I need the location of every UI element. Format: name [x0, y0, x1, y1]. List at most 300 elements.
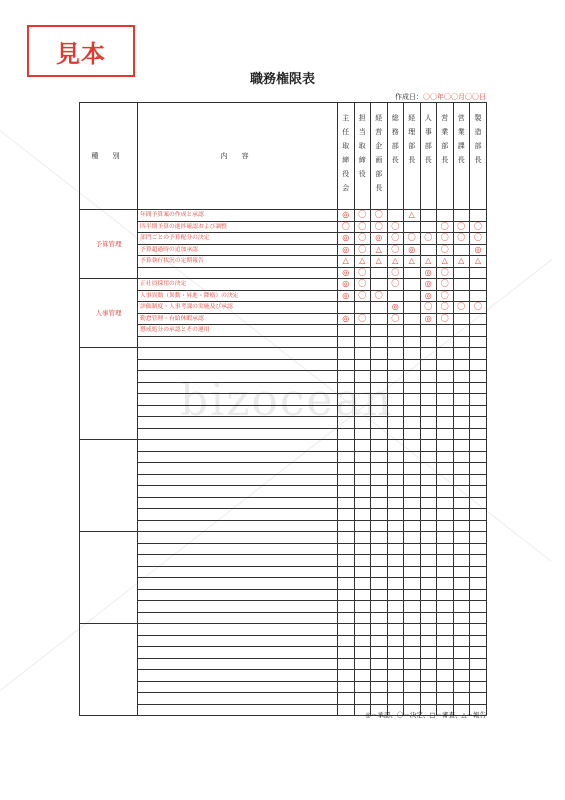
authority-mark-cell: 〇	[354, 221, 371, 233]
authority-mark-cell	[354, 601, 371, 613]
content-cell	[138, 267, 338, 279]
authority-mark-cell: 〇	[354, 290, 371, 302]
authority-mark-cell	[338, 497, 355, 509]
authority-mark-cell	[437, 578, 454, 590]
authority-mark-cell: 〇	[453, 302, 470, 314]
authority-mark-cell	[371, 589, 388, 601]
authority-mark-cell	[404, 566, 421, 578]
authority-mark-cell	[387, 589, 404, 601]
authority-mark-cell	[404, 658, 421, 670]
authority-mark-cell	[354, 532, 371, 544]
authority-mark-cell	[437, 474, 454, 486]
authority-mark-cell: ◎	[338, 313, 355, 325]
table-row	[80, 624, 487, 636]
authority-mark-cell	[338, 566, 355, 578]
authority-mark-cell	[453, 313, 470, 325]
watermark: bizocean	[180, 375, 394, 426]
authority-mark-cell	[437, 532, 454, 544]
authority-mark-cell	[420, 486, 437, 498]
authority-mark-cell	[354, 371, 371, 383]
authority-mark-cell	[453, 520, 470, 532]
document-title: 職務権限表	[249, 72, 315, 87]
authority-mark-cell	[387, 359, 404, 371]
authority-mark-cell	[387, 543, 404, 555]
authority-mark-cell	[470, 658, 487, 670]
authority-mark-cell	[470, 693, 487, 705]
authority-mark-cell: ◎	[338, 290, 355, 302]
authority-mark-cell	[437, 348, 454, 360]
authority-mark-cell	[354, 543, 371, 555]
table-row	[80, 612, 487, 624]
authority-mark-cell	[387, 486, 404, 498]
authority-mark-cell	[338, 359, 355, 371]
authority-mark-cell: 〇	[371, 221, 388, 233]
authority-mark-cell	[437, 371, 454, 383]
authority-mark-cell	[453, 348, 470, 360]
authority-mark-cell	[404, 428, 421, 440]
authority-mark-cell	[338, 589, 355, 601]
authority-mark-cell	[470, 428, 487, 440]
authority-mark-cell	[437, 509, 454, 521]
authority-mark-cell	[338, 543, 355, 555]
authority-mark-cell	[437, 566, 454, 578]
authority-mark-cell	[387, 463, 404, 475]
authority-mark-cell	[453, 244, 470, 256]
authority-mark-cell	[453, 532, 470, 544]
authority-mark-cell	[437, 601, 454, 613]
authority-mark-cell	[453, 474, 470, 486]
content-cell	[138, 704, 338, 716]
authority-mark-cell	[387, 394, 404, 406]
column-header	[470, 103, 487, 210]
table-row	[80, 394, 487, 406]
authority-mark-cell	[453, 647, 470, 659]
content-cell	[138, 497, 338, 509]
authority-mark-cell	[453, 440, 470, 452]
authority-mark-cell	[387, 578, 404, 590]
authority-mark-cell	[354, 382, 371, 394]
authority-mark-cell: △	[404, 256, 421, 268]
authority-mark-cell	[354, 612, 371, 624]
table-row	[80, 555, 487, 567]
authority-mark-cell	[453, 681, 470, 693]
authority-mark-cell	[420, 670, 437, 682]
content-cell	[138, 612, 338, 624]
authority-mark-cell	[420, 532, 437, 544]
authority-mark-cell	[470, 474, 487, 486]
authority-mark-cell	[354, 693, 371, 705]
table-row	[80, 313, 487, 325]
authority-mark-cell	[387, 325, 404, 337]
authority-mark-cell: 〇	[387, 221, 404, 233]
column-header	[371, 103, 388, 210]
authority-mark-cell	[453, 624, 470, 636]
table-row	[80, 244, 487, 256]
authority-mark-cell	[437, 647, 454, 659]
authority-mark-cell	[338, 474, 355, 486]
content-cell	[138, 451, 338, 463]
table-row	[80, 348, 487, 360]
authority-mark-cell	[420, 566, 437, 578]
authority-mark-cell	[420, 359, 437, 371]
authority-mark-cell	[470, 279, 487, 291]
column-header	[437, 103, 454, 210]
authority-mark-cell	[453, 394, 470, 406]
category-header: 種 別	[80, 103, 138, 210]
authority-mark-cell	[371, 543, 388, 555]
authority-mark-cell	[420, 497, 437, 509]
authority-mark-cell	[354, 359, 371, 371]
authority-mark-cell	[470, 325, 487, 337]
authority-mark-cell: 〇	[387, 267, 404, 279]
authority-mark-cell	[387, 612, 404, 624]
authority-mark-cell	[437, 405, 454, 417]
authority-mark-cell: △	[437, 256, 454, 268]
authority-mark-cell	[371, 440, 388, 452]
column-header	[420, 103, 437, 210]
authority-mark-cell	[354, 497, 371, 509]
authority-mark-cell	[420, 394, 437, 406]
authority-mark-cell: 〇	[437, 267, 454, 279]
authority-mark-cell	[420, 624, 437, 636]
authority-mark-cell	[420, 417, 437, 429]
content-cell	[138, 359, 338, 371]
authority-mark-cell	[453, 463, 470, 475]
authority-mark-cell	[354, 428, 371, 440]
authority-mark-cell	[354, 555, 371, 567]
authority-mark-cell	[453, 497, 470, 509]
authority-mark-cell	[371, 279, 388, 291]
authority-mark-cell	[437, 555, 454, 567]
table-row	[80, 405, 487, 417]
table-row	[80, 486, 487, 498]
table-row	[80, 635, 487, 647]
authority-mark-cell	[404, 612, 421, 624]
content-cell	[138, 635, 338, 647]
table-row	[80, 382, 487, 394]
table-row	[80, 532, 487, 544]
authority-mark-cell: ◎	[420, 279, 437, 291]
authority-mark-cell: 〇	[354, 279, 371, 291]
table-row	[80, 509, 487, 521]
authority-mark-cell	[470, 394, 487, 406]
authority-mark-cell	[338, 451, 355, 463]
authority-mark-cell: 〇	[437, 290, 454, 302]
authority-mark-cell	[387, 348, 404, 360]
authority-mark-cell	[404, 578, 421, 590]
authority-mark-cell	[404, 555, 421, 567]
authority-mark-cell	[437, 382, 454, 394]
authority-mark-cell	[387, 440, 404, 452]
authority-mark-cell	[387, 566, 404, 578]
authority-mark-cell	[371, 647, 388, 659]
table-row	[80, 520, 487, 532]
authority-mark-cell	[470, 624, 487, 636]
authority-mark-cell	[404, 497, 421, 509]
sample-stamp: 見本	[27, 25, 135, 77]
authority-mark-cell: 〇	[354, 267, 371, 279]
authority-mark-cell	[470, 566, 487, 578]
authority-mark-cell	[371, 451, 388, 463]
content-cell	[138, 417, 338, 429]
column-header-label: 総 務 部 長	[391, 114, 399, 164]
authority-mark-cell	[371, 612, 388, 624]
authority-mark-cell	[338, 647, 355, 659]
table-row	[80, 578, 487, 590]
authority-mark-cell	[387, 670, 404, 682]
authority-mark-cell	[404, 463, 421, 475]
authority-mark-cell	[470, 359, 487, 371]
authority-mark-cell	[371, 693, 388, 705]
authority-mark-cell	[387, 681, 404, 693]
authority-mark-cell	[354, 474, 371, 486]
authority-mark-cell	[371, 336, 388, 348]
authority-mark-cell	[354, 348, 371, 360]
authority-mark-cell	[404, 290, 421, 302]
authority-mark-cell	[338, 348, 355, 360]
authority-mark-cell	[470, 555, 487, 567]
table-row	[80, 371, 487, 383]
table-row	[80, 256, 487, 268]
table-row	[80, 267, 487, 279]
content-cell: 勤怠管理・有給休暇承認	[138, 313, 338, 325]
column-header-label: 製 造 部 長	[474, 114, 482, 164]
authority-mark-cell: 〇	[437, 302, 454, 314]
authority-mark-cell	[420, 463, 437, 475]
authority-mark-cell	[354, 302, 371, 314]
authority-mark-cell	[371, 382, 388, 394]
legend: ◎＝承認、〇＝決定、□＝審査、△＝報告	[365, 711, 486, 719]
content-cell: 正社員採用の決定	[138, 279, 338, 291]
table-row	[80, 451, 487, 463]
authority-mark-cell: △	[371, 256, 388, 268]
authority-mark-cell: 〇	[387, 313, 404, 325]
authority-mark-cell: 〇	[354, 233, 371, 245]
authority-mark-cell	[371, 509, 388, 521]
authority-mark-cell	[470, 635, 487, 647]
authority-mark-cell	[338, 612, 355, 624]
authority-mark-cell	[437, 658, 454, 670]
authority-mark-cell	[371, 520, 388, 532]
authority-mark-cell	[338, 578, 355, 590]
authority-mark-cell	[338, 704, 355, 716]
content-cell	[138, 509, 338, 521]
authority-mark-cell	[437, 693, 454, 705]
content-cell	[138, 428, 338, 440]
authority-mark-cell	[338, 302, 355, 314]
column-header	[338, 103, 355, 210]
table-row	[80, 670, 487, 682]
authority-mark-cell	[338, 405, 355, 417]
content-cell	[138, 405, 338, 417]
authority-mark-cell	[437, 451, 454, 463]
table-row	[80, 440, 487, 452]
table-row	[80, 589, 487, 601]
category-cell	[80, 624, 138, 716]
content-cell: 予算超過時の追加承認	[138, 244, 338, 256]
authority-mark-cell	[387, 555, 404, 567]
content-cell	[138, 589, 338, 601]
content-cell	[138, 658, 338, 670]
authority-mark-cell	[437, 486, 454, 498]
authority-mark-cell	[387, 417, 404, 429]
authority-mark-cell	[420, 589, 437, 601]
authority-mark-cell	[437, 325, 454, 337]
content-cell	[138, 382, 338, 394]
authority-mark-cell	[470, 451, 487, 463]
authority-mark-cell	[437, 681, 454, 693]
authority-mark-cell: ◎	[420, 267, 437, 279]
authority-mark-cell: ◎	[371, 233, 388, 245]
authority-mark-cell	[371, 474, 388, 486]
authority-mark-cell	[387, 693, 404, 705]
authority-mark-cell	[404, 302, 421, 314]
table-row	[80, 693, 487, 705]
authority-mark-cell	[470, 497, 487, 509]
column-header-label: 主 任 取 締 役 会	[342, 114, 350, 192]
authority-mark-cell	[420, 612, 437, 624]
authority-mark-cell	[420, 210, 437, 222]
authority-mark-cell	[387, 601, 404, 613]
authority-mark-cell: ◎	[338, 267, 355, 279]
authority-mark-cell	[437, 635, 454, 647]
authority-mark-cell	[371, 348, 388, 360]
authority-mark-cell	[338, 532, 355, 544]
table-row	[80, 566, 487, 578]
table-row	[80, 417, 487, 429]
authority-mark-cell	[371, 405, 388, 417]
authority-mark-cell	[420, 336, 437, 348]
authority-mark-cell	[371, 578, 388, 590]
authority-mark-cell: △	[470, 256, 487, 268]
authority-mark-cell	[338, 440, 355, 452]
authority-mark-cell	[338, 693, 355, 705]
authority-mark-cell	[437, 210, 454, 222]
authority-mark-cell	[470, 670, 487, 682]
authority-table	[79, 102, 487, 716]
authority-mark-cell	[453, 290, 470, 302]
authority-mark-cell	[371, 532, 388, 544]
authority-mark-cell	[470, 589, 487, 601]
authority-mark-cell: 〇	[387, 279, 404, 291]
authority-mark-cell	[387, 509, 404, 521]
authority-mark-cell	[420, 348, 437, 360]
authority-mark-cell	[371, 371, 388, 383]
authority-mark-cell	[404, 474, 421, 486]
authority-mark-cell	[404, 543, 421, 555]
authority-mark-cell	[371, 463, 388, 475]
authority-mark-cell	[404, 451, 421, 463]
authority-mark-cell	[338, 486, 355, 498]
authority-mark-cell	[354, 394, 371, 406]
authority-mark-cell	[420, 681, 437, 693]
content-cell: 人事異動（異動・昇進・降格）の決定	[138, 290, 338, 302]
content-cell: 予算執行状況の定期報告	[138, 256, 338, 268]
authority-mark-cell	[404, 359, 421, 371]
date-label: 作成日：	[395, 93, 423, 101]
authority-mark-cell	[420, 647, 437, 659]
authority-mark-cell: 〇	[437, 244, 454, 256]
authority-mark-cell	[437, 417, 454, 429]
authority-mark-cell	[470, 405, 487, 417]
authority-mark-cell	[387, 497, 404, 509]
authority-mark-cell	[470, 313, 487, 325]
authority-mark-cell	[371, 302, 388, 314]
authority-mark-cell	[338, 681, 355, 693]
authority-mark-cell: △	[404, 210, 421, 222]
authority-mark-cell	[420, 428, 437, 440]
content-cell	[138, 647, 338, 659]
authority-mark-cell: ◎	[338, 210, 355, 222]
authority-mark-cell	[404, 520, 421, 532]
authority-mark-cell	[371, 359, 388, 371]
authority-mark-cell	[453, 635, 470, 647]
authority-mark-cell	[404, 382, 421, 394]
table-row	[80, 290, 487, 302]
authority-mark-cell	[387, 371, 404, 383]
column-header	[387, 103, 404, 210]
content-cell	[138, 543, 338, 555]
authority-mark-cell	[338, 428, 355, 440]
authority-mark-cell	[437, 589, 454, 601]
authority-mark-cell	[371, 670, 388, 682]
authority-mark-cell	[470, 463, 487, 475]
authority-mark-cell	[453, 658, 470, 670]
authority-mark-cell: 〇	[354, 244, 371, 256]
authority-mark-cell: 〇	[453, 221, 470, 233]
authority-mark-cell: 〇	[354, 210, 371, 222]
authority-mark-cell	[404, 532, 421, 544]
column-header	[354, 103, 371, 210]
authority-mark-cell	[387, 635, 404, 647]
authority-mark-cell	[420, 693, 437, 705]
authority-mark-cell	[387, 336, 404, 348]
content-cell: 四半期予算の進捗確認および調整	[138, 221, 338, 233]
authority-mark-cell	[437, 670, 454, 682]
table-row	[80, 336, 487, 348]
table-row	[80, 463, 487, 475]
authority-mark-cell	[437, 336, 454, 348]
authority-mark-cell	[437, 612, 454, 624]
authority-mark-cell	[470, 336, 487, 348]
authority-mark-cell	[404, 313, 421, 325]
authority-mark-cell	[437, 520, 454, 532]
authority-mark-cell	[404, 486, 421, 498]
category-cell	[80, 532, 138, 624]
authority-mark-cell	[453, 359, 470, 371]
content-cell	[138, 578, 338, 590]
authority-mark-cell	[371, 566, 388, 578]
authority-mark-cell	[371, 486, 388, 498]
authority-mark-cell	[404, 394, 421, 406]
content-cell: 部門ごとの予算配分の決定	[138, 233, 338, 245]
authority-mark-cell	[387, 451, 404, 463]
content-cell	[138, 486, 338, 498]
authority-mark-cell	[371, 624, 388, 636]
authority-mark-cell	[404, 635, 421, 647]
authority-mark-cell	[470, 681, 487, 693]
authority-mark-cell: 〇	[371, 210, 388, 222]
authority-mark-cell	[404, 440, 421, 452]
authority-mark-cell	[437, 394, 454, 406]
authority-mark-cell	[470, 578, 487, 590]
authority-mark-cell	[437, 440, 454, 452]
authority-mark-cell	[354, 486, 371, 498]
authority-mark-cell	[354, 589, 371, 601]
authority-mark-cell	[387, 210, 404, 222]
authority-mark-cell	[338, 601, 355, 613]
content-cell	[138, 440, 338, 452]
